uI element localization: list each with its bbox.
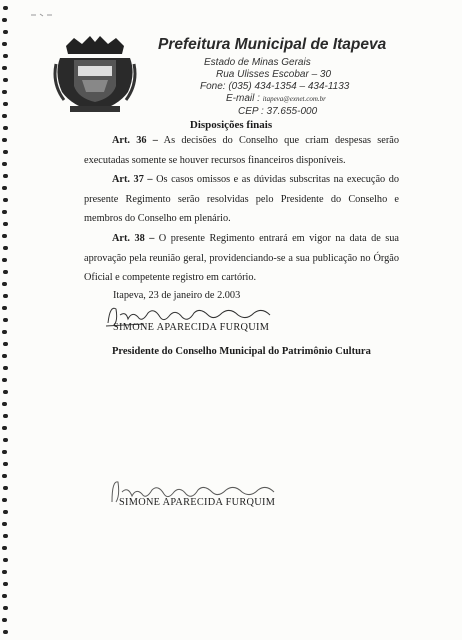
binding-hole bbox=[3, 366, 8, 370]
binding-hole bbox=[2, 378, 7, 382]
email-label: E-mail : bbox=[226, 93, 260, 104]
binding-hole bbox=[3, 510, 8, 514]
binding-hole bbox=[2, 18, 7, 22]
binding-hole bbox=[3, 174, 8, 178]
binding-hole bbox=[2, 546, 7, 550]
letterhead-phone: Fone: (035) 434-1354 – 434-1133 bbox=[200, 81, 350, 92]
binding-hole bbox=[3, 30, 8, 34]
binding-hole bbox=[2, 258, 7, 262]
binding-hole bbox=[2, 594, 7, 598]
article-36 bbox=[84, 131, 399, 170]
binding-hole bbox=[3, 438, 8, 442]
binding-hole bbox=[3, 582, 8, 586]
article-label: Art. 36 – bbox=[112, 135, 158, 146]
article-text: As decisões do Conselho que criam despesas serão executadas somente se houver recursos financeiros disponíveis. bbox=[84, 135, 400, 166]
binding-hole bbox=[3, 222, 8, 226]
email-value: itapeva@exnet.com.br bbox=[262, 95, 326, 103]
binding-hole bbox=[3, 462, 8, 466]
binding-hole bbox=[3, 78, 8, 82]
binding-hole bbox=[3, 318, 8, 322]
letterhead-email bbox=[226, 93, 448, 105]
binding-hole bbox=[2, 450, 7, 454]
articles bbox=[84, 131, 399, 288]
article-37 bbox=[84, 170, 399, 229]
binding-hole bbox=[2, 234, 7, 238]
binding-hole bbox=[2, 162, 7, 166]
dateline: Itapeva, 23 de janeiro de 2.003 bbox=[113, 290, 241, 301]
binding-hole bbox=[2, 282, 7, 286]
binding-hole bbox=[3, 246, 8, 250]
letterhead-cep: CEP : 37.655-000 bbox=[238, 106, 318, 117]
binding-hole bbox=[2, 426, 7, 430]
section-title: Disposições finais bbox=[189, 119, 273, 131]
binding-hole bbox=[3, 630, 8, 634]
binding-hole bbox=[2, 66, 7, 70]
repeat-signer-name: SIMONE APARECIDA FURQUIM bbox=[119, 497, 276, 508]
binding-hole bbox=[2, 306, 7, 310]
binding-hole bbox=[3, 486, 8, 490]
letterhead-street: Rua Ulisses Escobar – 30 bbox=[216, 69, 332, 80]
letterhead-state: Estado de Minas Gerais bbox=[204, 57, 311, 68]
binding-hole bbox=[3, 414, 8, 418]
binding-hole bbox=[2, 138, 7, 142]
binding-hole bbox=[2, 42, 7, 46]
binding-hole bbox=[2, 330, 7, 334]
binding-hole bbox=[3, 534, 8, 538]
binding-hole bbox=[2, 210, 7, 214]
binding-hole bbox=[2, 90, 7, 94]
binding-hole bbox=[2, 354, 7, 358]
binding-hole bbox=[3, 102, 8, 106]
letterhead bbox=[158, 36, 448, 118]
binding-hole bbox=[3, 342, 8, 346]
article-label: Art. 38 – bbox=[112, 232, 155, 244]
binding-hole bbox=[2, 186, 7, 190]
letterhead-title: Prefeitura Municipal de Itapeva bbox=[158, 36, 387, 53]
article-label: Art. 37 – bbox=[112, 174, 153, 186]
binding-hole bbox=[2, 570, 7, 574]
binding-hole bbox=[2, 474, 7, 478]
binding-hole bbox=[3, 558, 8, 562]
article-text: Os casos omissos e as dúvidas subscritas na execução do presente Regimento serão resolvidas pelo Presidente do Conselho e membros do Conselho em plenário. bbox=[84, 174, 399, 225]
binding-hole bbox=[3, 270, 8, 274]
binding-hole bbox=[3, 294, 8, 298]
signer-name: SIMONE APARECIDA FURQUIM bbox=[113, 322, 270, 333]
binding-hole bbox=[2, 522, 7, 526]
signer-role: Presidente do Conselho Municipal do Patrimônio Cultura bbox=[112, 346, 371, 357]
binding-hole bbox=[2, 114, 7, 118]
binding-hole bbox=[2, 618, 7, 622]
binding-hole bbox=[3, 150, 8, 154]
scan-smudge bbox=[30, 12, 58, 18]
municipal-coat-of-arms-icon bbox=[52, 34, 138, 116]
binding-hole bbox=[3, 390, 8, 394]
article-38 bbox=[84, 229, 399, 288]
binding-hole bbox=[3, 198, 8, 202]
binding-hole bbox=[3, 6, 8, 10]
article-text: O presente Regimento entrará em vigor na data de sua aprovação pela reunião geral, providenciando-se a sua publicação no Órgão Oficial e competente registro em cartório. bbox=[84, 232, 399, 284]
binding-hole bbox=[3, 606, 8, 610]
binding-hole bbox=[2, 498, 7, 502]
binding-hole bbox=[2, 402, 7, 406]
spiral-binding bbox=[0, 0, 16, 640]
binding-hole bbox=[3, 54, 8, 58]
